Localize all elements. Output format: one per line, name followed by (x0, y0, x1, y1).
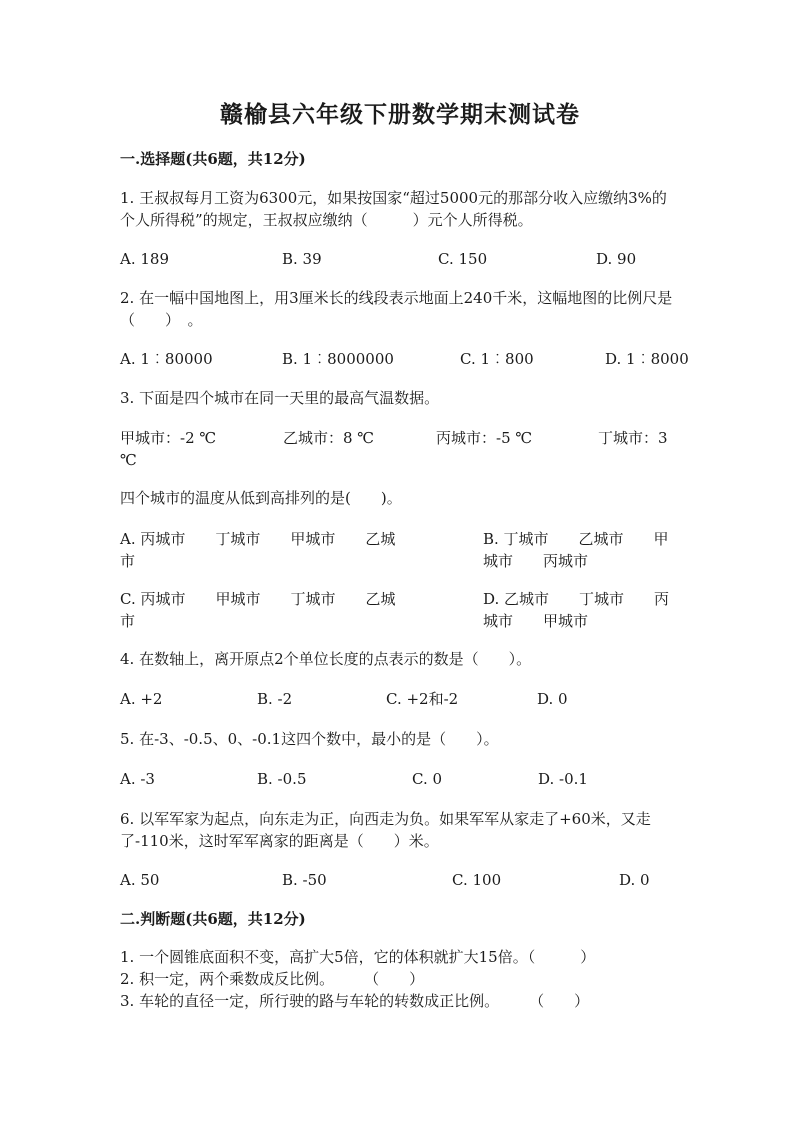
judge-item-3: 3. 车轮的直径一定，所行驶的路与车轮的转数成正比例。 （ ） (120, 992, 590, 1010)
judge-item-2: 2. 积一定，两个乘数成反比例。 （ ） (120, 970, 425, 988)
section-heading-choice: 一.选择题(共6题，共12分) (120, 150, 306, 168)
q6-option-b: B. -50 (282, 871, 327, 889)
q3-temp-ding-unit: ℃ (120, 451, 137, 469)
question-5: 5. 在-3、-0.5、0、-0.1这四个数中，最小的是（ ）。 (120, 730, 499, 748)
q2-option-d: D. 1︰8000 (605, 350, 689, 368)
q3-option-c: C. 丙城市 甲城市 丁城市 乙城市 (120, 590, 396, 630)
q5-option-d: D. -0.1 (538, 770, 588, 788)
q4-option-a: A. +2 (120, 690, 163, 708)
q4-option-b: B. -2 (257, 690, 293, 708)
q5-option-b: B. -0.5 (257, 770, 307, 788)
q4-option-c: C. +2和-2 (386, 690, 459, 708)
q6-option-c: C. 100 (452, 871, 502, 889)
q1-option-c: C. 150 (438, 250, 488, 268)
q1-option-d: D. 90 (596, 250, 637, 268)
q2-option-b: B. 1︰8000000 (282, 350, 394, 368)
q3-option-b: B. 丁城市 乙城市 甲城市 丙城市 (483, 530, 669, 570)
question-1: 1. 王叔叔每月工资为6300元，如果按国家“超过5000元的那部分收入应缴纳3%的个人所得税”的规定，王叔叔应缴纳（ ）元个人所得税。 (120, 189, 667, 229)
q4-option-d: D. 0 (537, 690, 568, 708)
q5-option-c: C. 0 (412, 770, 443, 788)
q3-option-a: A. 丙城市 丁城市 甲城市 乙城市 (120, 530, 396, 570)
section-heading-judge: 二.判断题(共6题，共12分) (120, 910, 306, 928)
q1-option-b: B. 39 (282, 250, 322, 268)
question-3-prompt: 四个城市的温度从低到高排列的是( )。 (120, 489, 402, 507)
q3-temp-jia: 甲城市：-2 ℃ (120, 429, 217, 447)
q5-option-a: A. -3 (120, 770, 155, 788)
q1-option-a: A. 189 (120, 250, 169, 268)
exam-title: 赣榆县六年级下册数学期末测试卷 (220, 101, 580, 128)
q3-option-d: D. 乙城市 丁城市 丙城市 甲城市 (483, 590, 670, 630)
question-6: 6. 以军军家为起点，向东走为正，向西走为负。如果军军从家走了+60米，又走了-110米，这时军军离家的距离是（ ）米。 (120, 810, 651, 850)
question-4: 4. 在数轴上，离开原点2个单位长度的点表示的数是（ ）。 (120, 650, 532, 668)
question-3: 3. 下面是四个城市在同一天里的最高气温数据。 (120, 389, 440, 407)
judge-item-1: 1. 一个圆锥底面积不变，高扩大5倍，它的体积就扩大15倍。（ ） (120, 948, 596, 966)
q3-temp-bing: 丙城市：-5 ℃ (436, 429, 533, 447)
q6-option-d: D. 0 (619, 871, 650, 889)
q2-option-a: A. 1︰80000 (120, 350, 213, 368)
q3-temp-ding: 丁城市：3 (598, 429, 668, 447)
q6-option-a: A. 50 (120, 871, 160, 889)
question-2: 2. 在一幅中国地图上，用3厘米长的线段表示地面上240千米，这幅地图的比例尺是（ ） 。 (120, 289, 673, 329)
q3-temp-yi: 乙城市：8 ℃ (283, 429, 375, 447)
q2-option-c: C. 1︰800 (460, 350, 534, 368)
